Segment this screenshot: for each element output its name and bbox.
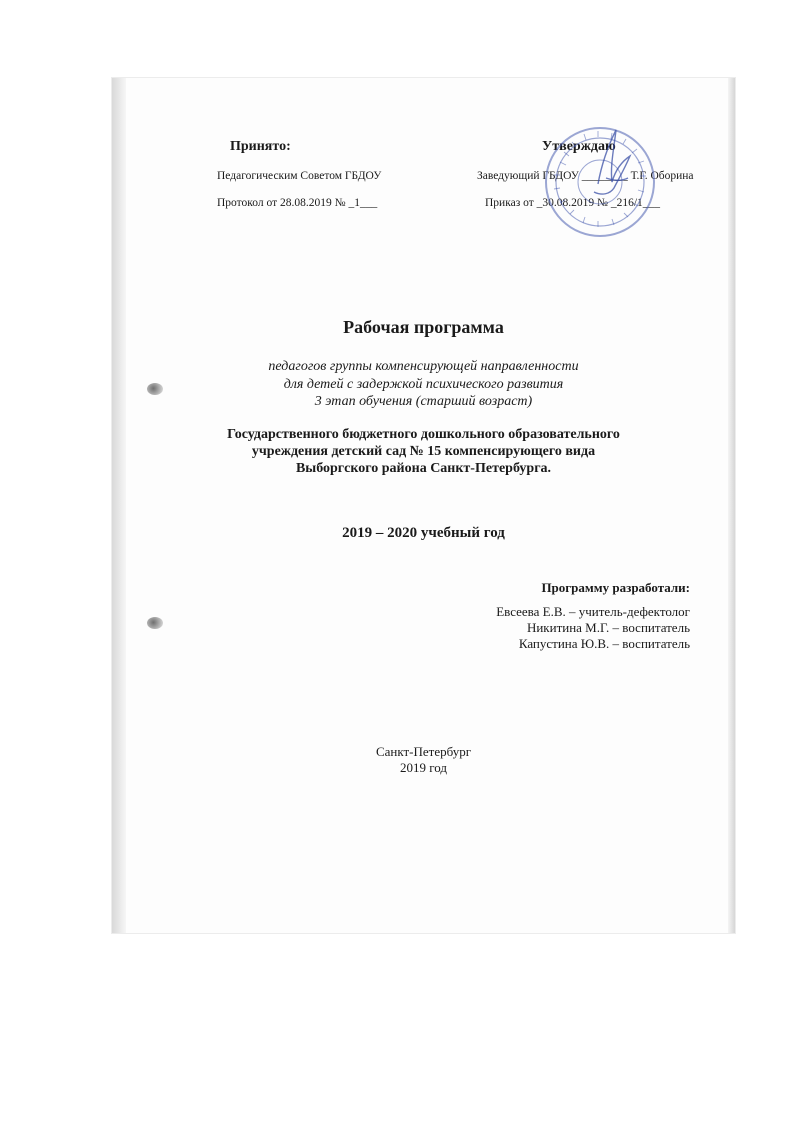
academic-year: 2019 – 2020 учебный год [342,525,505,541]
accepted-council: Педагогическим Советом ГБДОУ [217,170,382,182]
institution-line: Государственного бюджетного дошкольного образовательного [227,427,620,442]
footer-year: 2019 год [400,760,447,775]
approved-order: Приказ от _30.08.2019 № _216/1___ [485,197,661,209]
program-subtitle-line: педагогов группы компенсирующей направленности [268,359,579,374]
author-item: Евсеева Е.В. – учитель-дефектолог [496,604,690,619]
accepted-title: Принято: [230,139,291,154]
program-subtitle-line: для детей с задержкой психического развития [283,377,564,392]
official-seal-stamp [540,122,660,242]
approved-title: Утверждаю [542,139,616,154]
author-item: Капустина Ю.В. – воспитатель [518,636,690,651]
institution-line: Выборгского района Санкт-Петербурга. [295,461,552,476]
accepted-protocol: Протокол от 28.08.2019 № _1___ [217,197,378,209]
footer-city: Санкт-Петербург [375,744,472,759]
punch-hole [147,617,163,629]
page-left-edge-shadow [112,78,126,933]
program-title: Рабочая программа [343,317,504,337]
authors-title: Программу разработали: [541,580,690,595]
page-right-edge-shadow [728,78,735,933]
author-item: Никитина М.Г. – воспитатель [526,620,690,635]
approved-head: Заведующий ГБДОУ ________ Т.Г. Оборина [477,170,694,182]
institution-line: учреждения детский сад № 15 компенсирующего вида [251,444,596,459]
program-subtitle-line: 3 этап обучения (старший возраст) [314,394,533,409]
